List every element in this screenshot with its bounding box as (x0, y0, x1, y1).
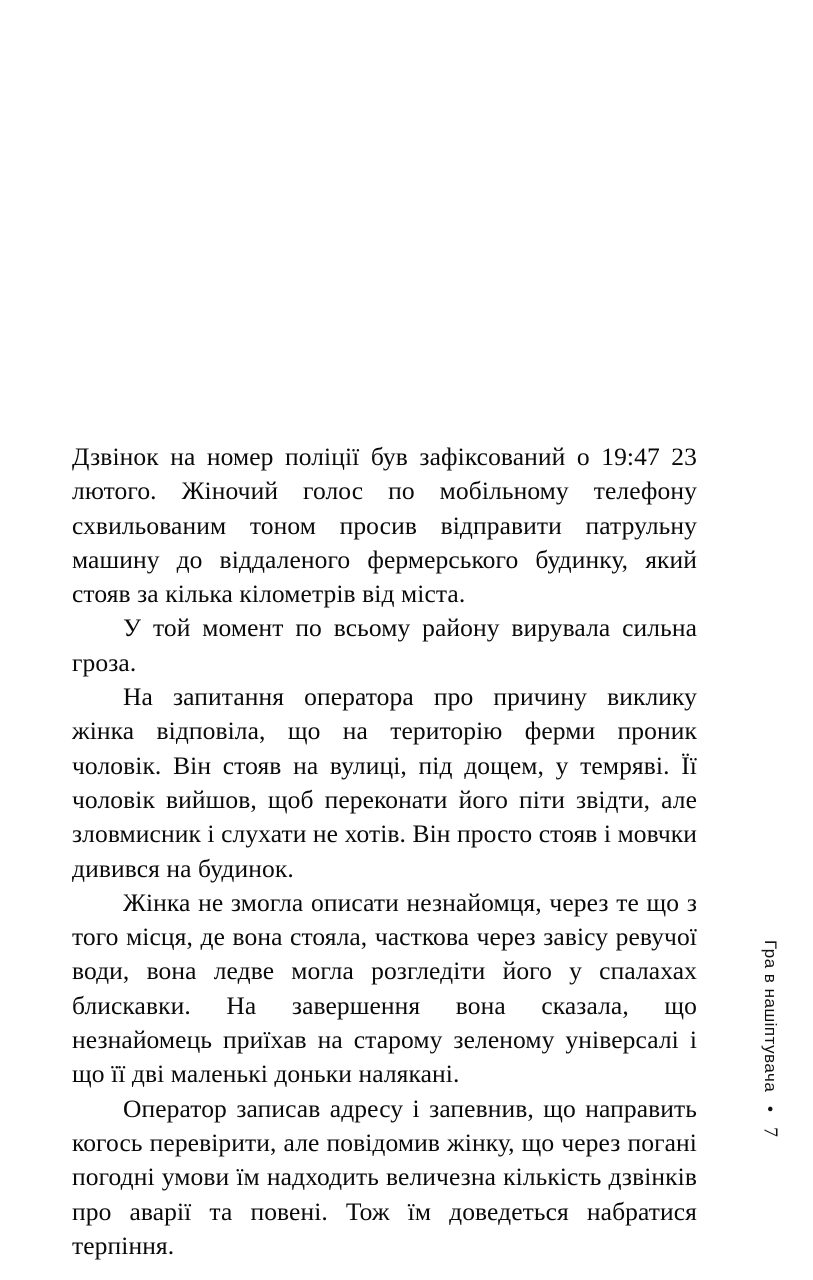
paragraph: На запитання оператора про причину виклику жінка відповіла, що на територію ферми проник чоловік. Він стояв на вулиці, під дощем, у темряві. Її чоловік вийшов, щоб переконати його піти звідти, але зловмисник і слухати не хотів. Він просто стояв і мовчки дивився на будинок. (72, 682, 697, 883)
paragraph: Жінка не змогла описати незнайомця, через те що з того місця, де вона стояла, часткова через завісу ревучої води, вона ледве могла розгледіти його у спалахах блискавки. На завершення вона сказала, що незнайомець приїхав на старому зеленому універсалі і що її дві маленькі доньки налякані. (72, 887, 697, 1089)
running-head-separator: • (760, 1106, 780, 1113)
paragraph: Оператор записав адресу і запевнив, що направить когось перевірити, але повідомив жінку, що через погані погодні умови їм надходить величезна кількість дзвінків про аварії та повені. Тож їм доведеться набратися терпіння. (72, 1093, 697, 1260)
page-number: 7 (759, 1126, 782, 1138)
paragraph: У той момент по всьому району вирувала сильна гроза. (72, 613, 697, 677)
paragraph: Дзвінок на номер поліції був зафіксований о 19:47 23 лютого. Жіночий голос по мобільному телефону схвильованим тоном просив відправити патрульну машину до віддаленого фермерського будинку, який стояв за кілька кілометрів від міста. (72, 442, 697, 609)
running-head (753, 940, 787, 1137)
body-text (72, 440, 697, 1263)
running-head-title: Гра в нашіптувача (761, 940, 780, 1093)
